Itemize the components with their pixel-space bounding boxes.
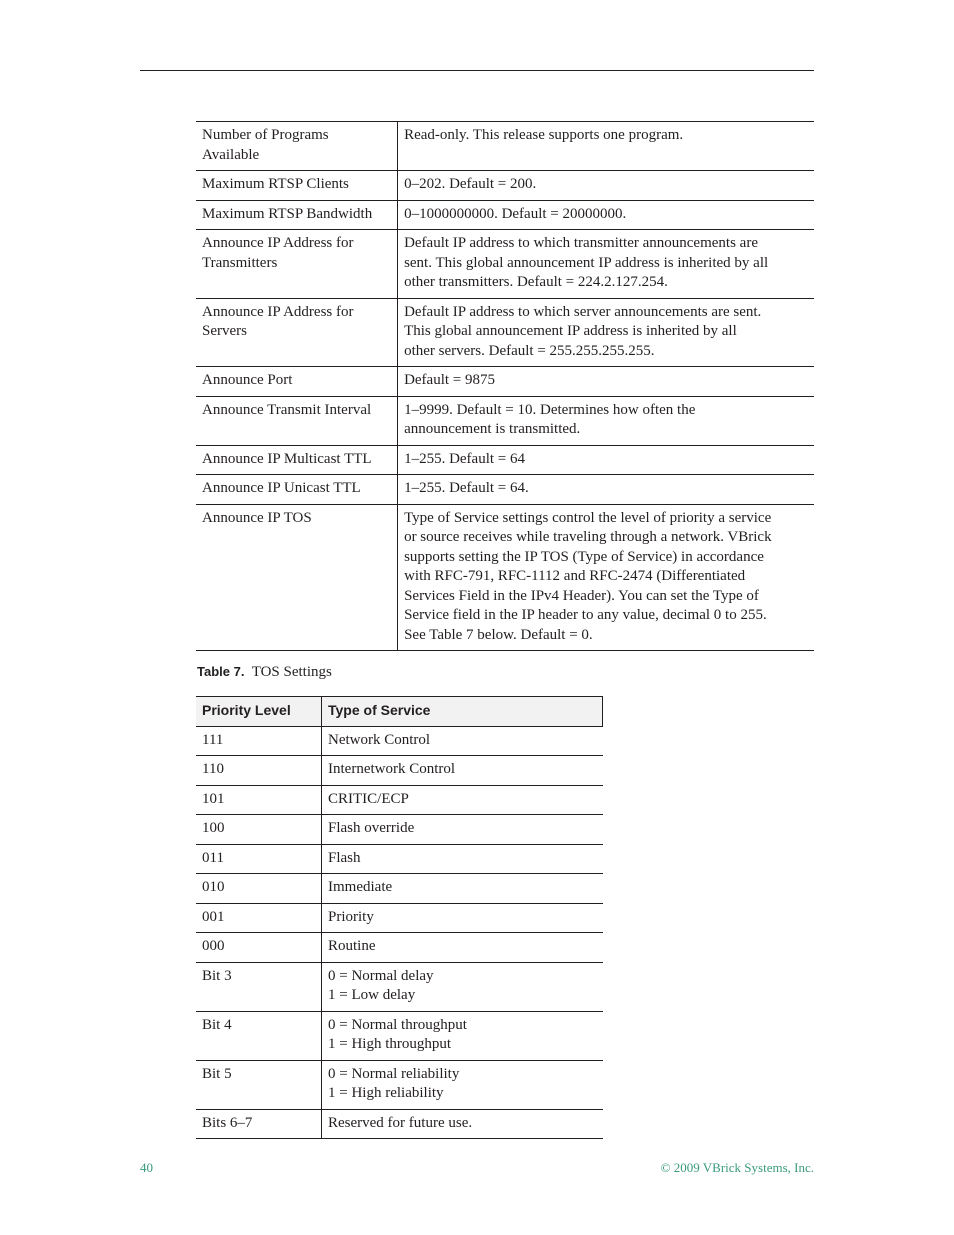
table-row — [196, 962, 603, 1011]
type-of-service-cell: 0 = Normal delay 1 = Low delay — [328, 967, 434, 1003]
table-row — [196, 298, 814, 367]
table-row — [196, 396, 814, 445]
table-row — [196, 903, 603, 933]
type-of-service-cell: Priority — [328, 908, 374, 925]
column-header-priority-level: Priority Level — [196, 697, 322, 727]
parameter-name: Announce IP Address for Transmitters — [196, 230, 398, 299]
parameter-name: Announce Port — [196, 367, 398, 397]
parameter-description: 1–255. Default = 64. — [404, 480, 529, 496]
table-row — [196, 475, 814, 505]
type-of-service-cell: CRITIC/ECP — [328, 790, 409, 807]
table-row — [196, 815, 603, 845]
table-row — [196, 844, 603, 874]
table-row — [196, 445, 814, 475]
parameter-description: Default IP address to which transmitter announcements are sent. This global announcement IP address is inherited by all other transmitters. Default = 224.2.127.254. — [404, 235, 769, 290]
type-of-service-cell: Flash override — [328, 820, 415, 836]
parameters-table — [196, 121, 814, 651]
parameter-name: Number of Programs Available — [196, 122, 398, 171]
copyright-notice: © 2009 VBrick Systems, Inc. — [660, 1160, 814, 1175]
table-row — [196, 756, 603, 786]
table-row — [196, 1060, 603, 1109]
type-of-service-cell: Routine — [328, 938, 376, 954]
priority-level-cell: 011 — [196, 844, 322, 874]
parameter-description: 1–9999. Default = 10. Determines how often the announcement is transmitted. — [404, 401, 696, 437]
table-row — [196, 785, 603, 815]
priority-level-cell: 010 — [196, 874, 322, 904]
table-header-row — [196, 697, 603, 727]
parameter-description: 0–1000000000. Default = 20000000. — [404, 205, 627, 222]
table-caption — [197, 662, 332, 682]
parameter-name: Maximum RTSP Bandwidth — [196, 200, 398, 230]
page-number: 40 — [140, 1160, 153, 1175]
priority-level-cell: Bit 3 — [196, 962, 322, 1011]
priority-level-cell: Bits 6–7 — [196, 1109, 322, 1139]
parameter-name: Announce IP Address for Servers — [196, 298, 398, 367]
table-row — [196, 1109, 603, 1139]
tos-settings-table — [196, 696, 603, 1139]
parameter-description: 1–255. Default = 64 — [404, 450, 525, 467]
priority-level-cell: 111 — [196, 726, 322, 756]
type-of-service-cell: Flash — [328, 849, 361, 866]
table-row — [196, 122, 814, 171]
priority-level-cell: 101 — [196, 785, 322, 815]
priority-level-cell: 001 — [196, 903, 322, 933]
priority-level-cell: 100 — [196, 815, 322, 845]
type-of-service-cell: Immediate — [328, 879, 393, 895]
priority-level-cell: 000 — [196, 933, 322, 963]
table-row — [196, 874, 603, 904]
priority-level-cell: Bit 5 — [196, 1060, 322, 1109]
parameter-description: Type of Service settings control the level of priority a service or source receives while traveling through a network. VBrick supports setting the IP TOS (Type of Service) in accordance with RFC-791, RFC-1112 and RFC-2474 (Differentiated Services Field in the IPv4 Header). You can set the Type of Service field in the IP header to any value, decimal 0 to 255. See Table 7 below. Default = 0. — [404, 509, 772, 643]
priority-level-cell: 110 — [196, 756, 322, 786]
parameter-description: Read-only. This release supports one program. — [404, 127, 684, 143]
table-row — [196, 171, 814, 201]
type-of-service-cell: Reserved for future use. — [328, 1114, 473, 1131]
table-row — [196, 230, 814, 299]
parameter-description: Default = 9875 — [404, 372, 495, 388]
table-row — [196, 726, 603, 756]
type-of-service-cell: 0 = Normal throughput 1 = High throughput — [328, 1016, 467, 1052]
parameter-name: Announce Transmit Interval — [196, 396, 398, 445]
table-row — [196, 367, 814, 397]
table-row — [196, 1011, 603, 1060]
caption-title: TOS Settings — [251, 664, 332, 680]
priority-level-cell: Bit 4 — [196, 1011, 322, 1060]
type-of-service-cell: Internetwork Control — [328, 761, 456, 777]
column-header-type-of-service: Type of Service — [322, 697, 603, 727]
parameter-description: 0–202. Default = 200. — [404, 176, 537, 192]
parameter-name: Announce IP TOS — [196, 504, 398, 651]
parameter-name: Announce IP Unicast TTL — [196, 475, 398, 505]
table-row — [196, 933, 603, 963]
parameter-description: Default IP address to which server announcements are sent. This global announcement IP address is inherited by all other servers. Default = 255.255.255.255. — [404, 303, 762, 359]
table-row — [196, 200, 814, 230]
type-of-service-cell: Network Control — [328, 731, 431, 748]
parameter-name: Maximum RTSP Clients — [196, 171, 398, 201]
parameter-name: Announce IP Multicast TTL — [196, 445, 398, 475]
header-rule — [140, 70, 814, 71]
type-of-service-cell: 0 = Normal reliability 1 = High reliability — [328, 1065, 460, 1101]
caption-number: Table 7. — [197, 664, 245, 679]
table-row — [196, 504, 814, 651]
